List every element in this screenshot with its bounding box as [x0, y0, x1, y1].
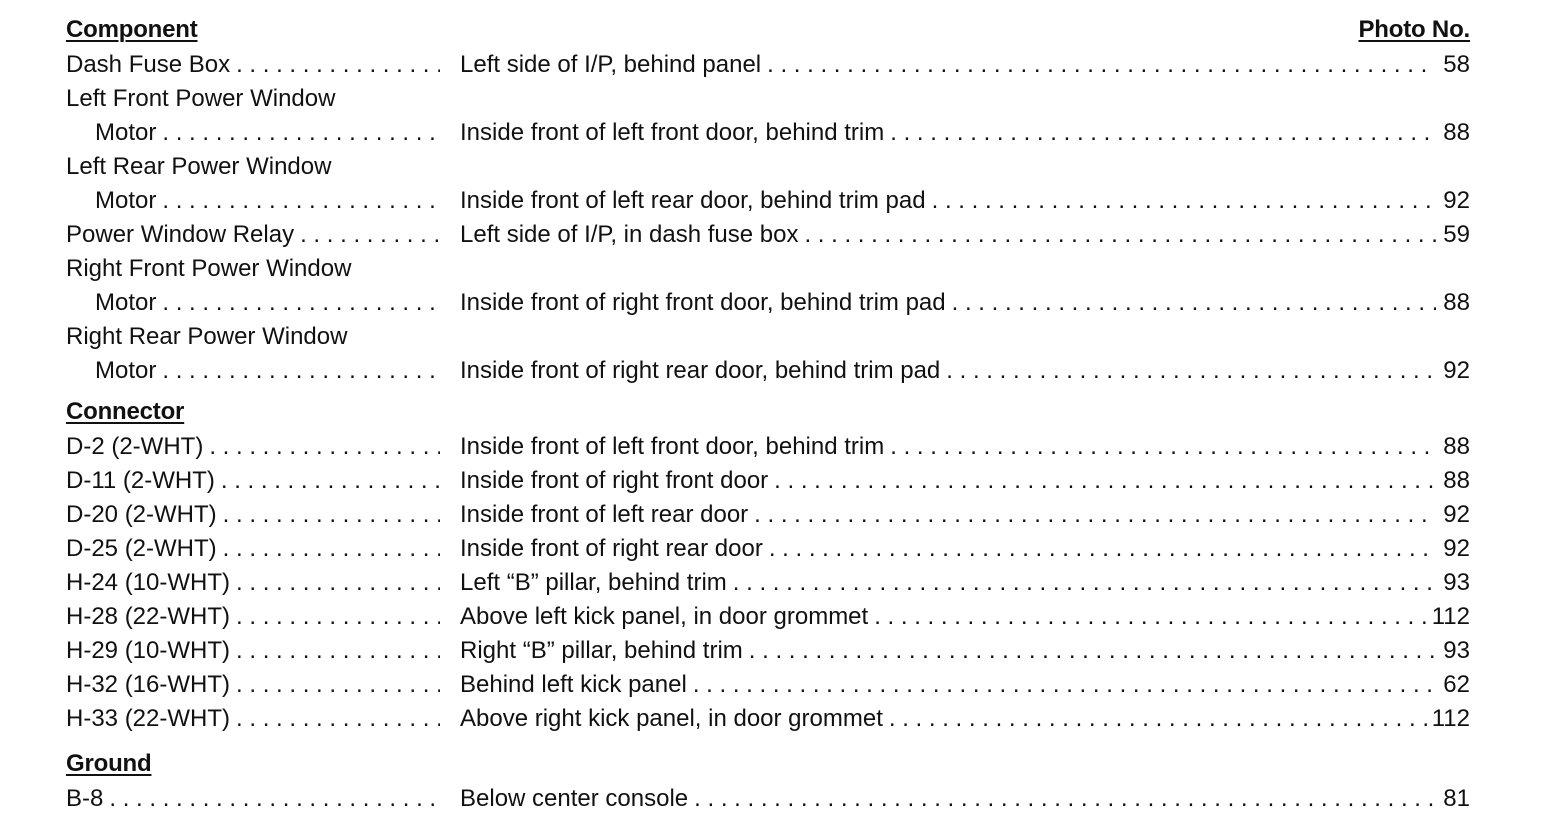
table-row	[66, 566, 1470, 600]
table-row	[66, 702, 1470, 736]
photo-number: 92	[1443, 501, 1470, 528]
connector-location: Above left kick panel, in door grommet	[460, 603, 869, 630]
dot-leader	[769, 532, 1436, 566]
component-name: Left Front Power Window	[66, 85, 336, 112]
photo-number: 59	[1443, 221, 1470, 248]
dot-leader	[890, 430, 1436, 464]
photo-number: 112	[1431, 705, 1470, 732]
connector-location: Inside front of right front door	[460, 467, 769, 494]
dot-leader	[236, 566, 440, 600]
dot-leader	[109, 782, 440, 816]
component-location: Left side of I/P, in dash fuse box	[460, 221, 799, 248]
component-location: Inside front of left rear door, behind trim pad	[460, 187, 926, 214]
component-name-cont: Motor	[95, 289, 157, 316]
photo-number: 88	[1443, 433, 1470, 460]
dot-leader	[952, 286, 1436, 320]
ground-section	[66, 746, 1470, 816]
ground-heading: Ground	[66, 750, 152, 777]
table-row	[66, 600, 1470, 634]
table-row	[66, 184, 1470, 218]
dot-leader	[236, 702, 440, 736]
dot-leader	[162, 354, 440, 388]
connector-heading: Connector	[66, 398, 185, 425]
dot-leader	[946, 354, 1436, 388]
connector-heading-row	[66, 394, 1470, 430]
dot-leader	[162, 286, 440, 320]
dot-leader	[889, 702, 1428, 736]
table-row	[66, 782, 1470, 816]
component-name-cont: Motor	[95, 187, 157, 214]
table-row	[66, 252, 1470, 286]
component-location: Left side of I/P, behind panel	[460, 51, 762, 78]
dot-leader	[162, 116, 440, 150]
dot-leader	[804, 218, 1436, 252]
dot-leader	[890, 116, 1436, 150]
table-row	[66, 286, 1470, 320]
table-row	[66, 532, 1470, 566]
table-row	[66, 634, 1470, 668]
connector-section	[66, 394, 1470, 736]
connector-location: Inside front of left front door, behind trim	[460, 433, 885, 460]
ground-heading-row	[66, 746, 1470, 782]
component-name: Right Rear Power Window	[66, 323, 348, 350]
component-location: Inside front of right front door, behind trim pad	[460, 289, 946, 316]
dot-leader	[754, 498, 1436, 532]
connector-location: Inside front of left rear door	[460, 501, 749, 528]
connector-location: Behind left kick panel	[460, 671, 687, 698]
connector-name: D-20 (2-WHT)	[66, 501, 217, 528]
table-row	[66, 354, 1470, 388]
component-name-cont: Motor	[95, 357, 157, 384]
component-name: Power Window Relay	[66, 221, 295, 248]
component-section	[66, 12, 1470, 388]
dot-leader	[874, 600, 1428, 634]
table-row	[66, 668, 1470, 702]
dot-leader	[223, 498, 440, 532]
dot-leader	[236, 668, 440, 702]
table-row	[66, 82, 1470, 116]
table-header	[66, 12, 1470, 48]
ground-name: B-8	[66, 785, 104, 812]
dot-leader	[767, 48, 1436, 82]
photo-number: 88	[1443, 467, 1470, 494]
connector-location: Left “B” pillar, behind trim	[460, 569, 727, 596]
photo-number: 88	[1443, 289, 1470, 316]
photo-number: 62	[1443, 671, 1470, 698]
photo-number: 93	[1443, 637, 1470, 664]
table-row	[66, 464, 1470, 498]
component-location-table	[66, 12, 1470, 816]
table-row	[66, 430, 1470, 464]
dot-leader	[236, 48, 440, 82]
dot-leader	[932, 184, 1436, 218]
connector-location: Right “B” pillar, behind trim	[460, 637, 743, 664]
component-heading: Component	[66, 16, 198, 43]
connector-location: Inside front of right rear door	[460, 535, 763, 562]
table-row	[66, 498, 1470, 532]
connector-location: Above right kick panel, in door grommet	[460, 705, 883, 732]
photo-number: 88	[1443, 119, 1470, 146]
photo-number: 112	[1431, 603, 1470, 630]
photo-no-heading: Photo No.	[1358, 16, 1470, 43]
component-name: Right Front Power Window	[66, 255, 352, 282]
photo-number: 81	[1443, 785, 1470, 812]
ground-location: Below center console	[460, 785, 689, 812]
connector-name: D-25 (2-WHT)	[66, 535, 217, 562]
dot-leader	[733, 566, 1436, 600]
connector-name: H-32 (16-WHT)	[66, 671, 231, 698]
photo-number: 58	[1443, 51, 1470, 78]
table-row	[66, 116, 1470, 150]
dot-leader	[300, 218, 440, 252]
dot-leader	[236, 634, 440, 668]
dot-leader	[209, 430, 440, 464]
dot-leader	[236, 600, 440, 634]
dot-leader	[693, 668, 1436, 702]
photo-number: 92	[1443, 187, 1470, 214]
connector-name: D-2 (2-WHT)	[66, 433, 204, 460]
photo-number: 92	[1443, 535, 1470, 562]
connector-name: D-11 (2-WHT)	[66, 467, 215, 494]
component-name: Dash Fuse Box	[66, 51, 231, 78]
dot-leader	[221, 464, 440, 498]
table-row	[66, 320, 1470, 354]
connector-name: H-24 (10-WHT)	[66, 569, 231, 596]
photo-number: 93	[1443, 569, 1470, 596]
dot-leader	[162, 184, 440, 218]
dot-leader	[749, 634, 1436, 668]
table-row	[66, 218, 1470, 252]
dot-leader	[694, 782, 1436, 816]
component-location: Inside front of left front door, behind trim	[460, 119, 885, 146]
component-location: Inside front of right rear door, behind trim pad	[460, 357, 941, 384]
dot-leader	[774, 464, 1436, 498]
connector-name: H-29 (10-WHT)	[66, 637, 231, 664]
photo-number: 92	[1443, 357, 1470, 384]
connector-name: H-33 (22-WHT)	[66, 705, 231, 732]
table-row	[66, 48, 1470, 82]
component-name-cont: Motor	[95, 119, 157, 146]
component-name: Left Rear Power Window	[66, 153, 332, 180]
table-row	[66, 150, 1470, 184]
dot-leader	[223, 532, 440, 566]
connector-name: H-28 (22-WHT)	[66, 603, 231, 630]
